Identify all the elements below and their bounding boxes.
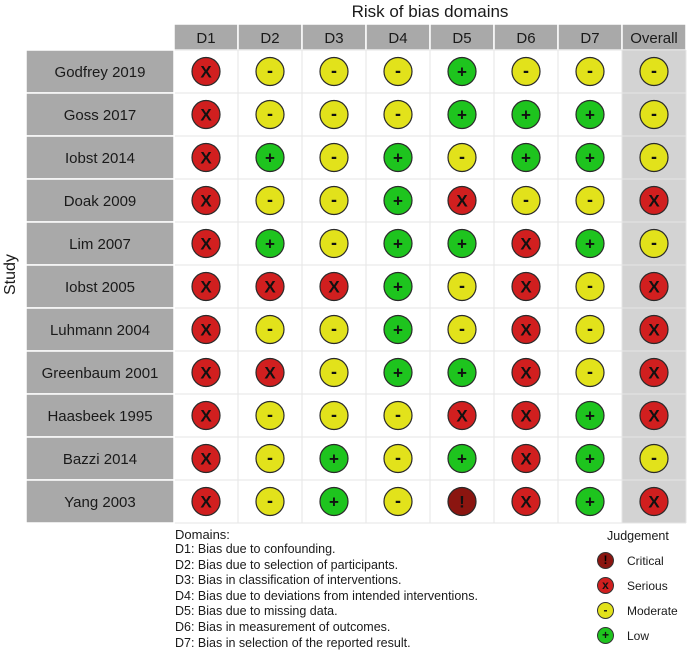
judgement-marker — [256, 187, 284, 215]
low-icon: + — [597, 627, 614, 644]
column-header-label: D4 — [388, 30, 408, 47]
judgement-symbol: + — [457, 234, 467, 254]
judgement-symbol: X — [200, 449, 212, 469]
judgement-marker — [512, 316, 540, 344]
judgement-symbol: - — [331, 404, 337, 425]
judgement-symbol: - — [587, 318, 593, 339]
judgement-marker — [448, 101, 476, 129]
judgement-symbol: - — [331, 60, 337, 81]
judgement-symbol: X — [648, 492, 660, 512]
judgement-symbol: - — [651, 103, 657, 124]
judgement-symbol: - — [331, 189, 337, 210]
judgement-marker — [384, 359, 412, 387]
judgement-marker — [640, 144, 668, 172]
judgement-marker — [640, 402, 668, 430]
judgement-marker — [192, 58, 220, 86]
judgement-marker — [320, 144, 348, 172]
study-label: Haasbeek 1995 — [47, 408, 153, 425]
judgement-symbol: X — [520, 234, 532, 254]
judgement-marker — [512, 144, 540, 172]
judgement-symbol: - — [459, 275, 465, 296]
judgement-marker — [192, 359, 220, 387]
judgement-symbol: + — [393, 148, 403, 168]
judgement-marker — [256, 316, 284, 344]
judgement-symbol: - — [267, 318, 273, 339]
study-label: Luhmann 2004 — [49, 322, 151, 339]
domain-legend-item: D7: Bias in selection of the reported result. — [175, 635, 411, 650]
judgement-symbol: - — [331, 318, 337, 339]
judgement-marker — [448, 316, 476, 344]
judgement-symbol: X — [456, 406, 468, 426]
judgement-symbol: X — [520, 363, 532, 383]
judgement-symbol: - — [651, 232, 657, 253]
judgement-symbol: - — [267, 103, 273, 124]
judgement-marker — [320, 445, 348, 473]
judgement-symbol: - — [523, 60, 529, 81]
judgement-marker — [576, 488, 604, 516]
judgement-marker — [256, 273, 284, 301]
domains-legend-list — [175, 542, 478, 651]
judgement-marker — [576, 187, 604, 215]
judgement-marker — [320, 230, 348, 258]
judgement-symbol: X — [200, 492, 212, 512]
judgement-symbol: - — [267, 490, 273, 511]
judgement-label: Serious — [627, 579, 668, 593]
judgement-legend-title: Judgement — [607, 529, 669, 543]
judgement-symbol: + — [329, 449, 339, 469]
judgement-symbol: + — [585, 148, 595, 168]
judgement-symbol: - — [395, 103, 401, 124]
judgement-symbol: - — [331, 361, 337, 382]
column-header-label: D5 — [452, 30, 472, 47]
chart-title: Risk of bias domains — [351, 2, 509, 21]
judgement-marker — [256, 488, 284, 516]
judgement-marker — [320, 101, 348, 129]
judgement-marker — [512, 445, 540, 473]
judgement-marker — [448, 58, 476, 86]
judgement-symbol: X — [520, 492, 532, 512]
judgement-marker — [256, 144, 284, 172]
judgement-label: Critical — [627, 554, 664, 568]
judgement-symbol: X — [328, 277, 340, 297]
judgement-symbol: + — [393, 320, 403, 340]
judgement-marker — [192, 273, 220, 301]
judgement-symbol: - — [395, 60, 401, 81]
judgement-symbol: + — [457, 62, 467, 82]
judgement-marker — [320, 58, 348, 86]
judgement-marker — [512, 58, 540, 86]
judgement-marker — [192, 488, 220, 516]
judgement-marker — [384, 144, 412, 172]
domain-legend-item: D5: Bias due to missing data. — [175, 604, 338, 619]
judgement-symbol: ! — [459, 492, 465, 512]
judgement-symbol: X — [520, 320, 532, 340]
judgement-marker — [192, 316, 220, 344]
study-label: Godfrey 2019 — [54, 64, 146, 81]
judgement-marker — [640, 488, 668, 516]
judgement-symbol: + — [393, 277, 403, 297]
judgement-marker — [576, 445, 604, 473]
judgement-symbol: - — [331, 232, 337, 253]
domain-legend-item: D1: Bias due to confounding. — [175, 542, 336, 556]
judgement-symbol: + — [393, 191, 403, 211]
judgement-marker — [576, 144, 604, 172]
y-axis-label: Study — [2, 254, 19, 295]
judgement-symbol: + — [585, 492, 595, 512]
judgement-marker — [640, 273, 668, 301]
judgement-marker — [192, 445, 220, 473]
judgement-symbol: X — [648, 320, 660, 340]
judgement-marker — [640, 230, 668, 258]
serious-icon: x — [597, 577, 614, 594]
judgement-symbol: X — [200, 191, 212, 211]
judgement-symbol: X — [264, 363, 276, 383]
judgement-symbol: - — [331, 103, 337, 124]
domain-legend-item: D4: Bias due to deviations from intended interventions. — [175, 588, 478, 603]
domain-legend-item: D2: Bias due to selection of participants. — [175, 557, 399, 572]
domains-legend-title: Domains: — [175, 527, 230, 542]
judgement-symbol: X — [200, 105, 212, 125]
judgement-symbol: + — [265, 148, 275, 168]
judgement-marker — [576, 316, 604, 344]
judgement-marker — [448, 230, 476, 258]
column-header-label: D7 — [580, 30, 600, 47]
judgement-marker — [640, 58, 668, 86]
judgement-symbol: - — [651, 447, 657, 468]
judgement-symbol: - — [459, 318, 465, 339]
judgement-marker — [448, 144, 476, 172]
column-header-label: D3 — [324, 30, 344, 47]
judgement-marker — [384, 230, 412, 258]
judgement-marker — [576, 58, 604, 86]
judgement-marker — [320, 402, 348, 430]
judgement-symbol: - — [587, 361, 593, 382]
judgement-symbol: X — [200, 234, 212, 254]
judgement-marker — [384, 273, 412, 301]
judgement-symbol: X — [264, 277, 276, 297]
judgement-marker — [512, 230, 540, 258]
judgement-marker — [256, 359, 284, 387]
judgement-marker — [576, 402, 604, 430]
judgement-marker — [512, 488, 540, 516]
judgement-symbol: - — [587, 275, 593, 296]
legend-area — [175, 527, 687, 658]
judgement-marker — [192, 402, 220, 430]
judgement-symbol: X — [520, 449, 532, 469]
judgement-marker — [384, 488, 412, 516]
judgement-symbol: X — [520, 406, 532, 426]
judgement-marker — [256, 445, 284, 473]
judgement-symbol: - — [267, 60, 273, 81]
study-label: Iobst 2005 — [64, 279, 136, 296]
judgement-symbol: + — [585, 105, 595, 125]
judgement-marker — [256, 58, 284, 86]
study-label: Greenbaum 2001 — [41, 365, 159, 382]
judgement-marker — [448, 187, 476, 215]
study-label: Doak 2009 — [63, 193, 137, 210]
judgement-marker — [640, 187, 668, 215]
judgement-symbol: + — [585, 406, 595, 426]
judgement-marker — [448, 273, 476, 301]
judgement-symbol: + — [521, 105, 531, 125]
judgement-symbol: - — [395, 404, 401, 425]
judgement-symbol: - — [587, 189, 593, 210]
study-label: Lim 2007 — [69, 236, 131, 253]
judgement-symbol: X — [456, 191, 468, 211]
judgement-marker — [640, 445, 668, 473]
judgement-marker — [384, 58, 412, 86]
judgement-symbol: X — [648, 277, 660, 297]
judgement-symbol: X — [200, 148, 212, 168]
judgement-symbol: X — [200, 320, 212, 340]
judgement-marker — [576, 359, 604, 387]
judgement-marker — [448, 488, 476, 516]
judgement-symbol: - — [331, 146, 337, 167]
judgement-symbol: - — [267, 447, 273, 468]
judgement-symbol: X — [200, 406, 212, 426]
judgement-marker — [192, 187, 220, 215]
judgement-symbol: + — [393, 234, 403, 254]
judgement-symbol: + — [521, 148, 531, 168]
judgement-marker — [384, 187, 412, 215]
judgement-marker — [384, 101, 412, 129]
judgement-marker — [640, 101, 668, 129]
study-label: Bazzi 2014 — [62, 451, 138, 468]
judgement-symbol: - — [587, 60, 593, 81]
judgement-marker — [512, 359, 540, 387]
judgement-symbol: X — [520, 277, 532, 297]
judgement-symbol: X — [648, 406, 660, 426]
column-header-label: D6 — [516, 30, 536, 47]
domain-legend-item: D6: Bias in measurement of outcomes. — [175, 619, 391, 634]
judgement-marker — [384, 402, 412, 430]
judgement-symbol: X — [200, 62, 212, 82]
judgement-symbol: + — [585, 234, 595, 254]
judgement-marker — [448, 359, 476, 387]
judgement-marker — [512, 101, 540, 129]
judgement-marker — [256, 101, 284, 129]
judgement-marker — [320, 273, 348, 301]
judgement-marker — [448, 402, 476, 430]
judgement-symbol: X — [200, 277, 212, 297]
column-header-label: Overall — [630, 30, 678, 47]
judgement-marker — [320, 359, 348, 387]
judgement-marker — [576, 230, 604, 258]
judgement-marker — [256, 402, 284, 430]
judgement-marker — [512, 187, 540, 215]
column-header-label: D2 — [260, 30, 280, 47]
judgement-marker — [320, 187, 348, 215]
judgement-symbol: X — [648, 191, 660, 211]
judgement-marker — [512, 402, 540, 430]
judgement-marker — [512, 273, 540, 301]
judgement-label: Moderate — [627, 604, 678, 618]
judgement-marker — [256, 230, 284, 258]
judgement-marker — [640, 359, 668, 387]
judgement-marker — [320, 316, 348, 344]
judgement-symbol: + — [457, 105, 467, 125]
judgement-symbol: + — [585, 449, 595, 469]
judgement-marker — [384, 445, 412, 473]
judgement-marker — [320, 488, 348, 516]
judgement-label: Low — [627, 629, 650, 643]
judgement-symbol: - — [267, 404, 273, 425]
judgement-symbol: - — [523, 189, 529, 210]
judgement-marker — [640, 316, 668, 344]
judgement-marker — [576, 273, 604, 301]
judgement-symbol: - — [651, 146, 657, 167]
judgement-symbol: - — [651, 60, 657, 81]
critical-icon: ! — [597, 552, 614, 569]
judgement-symbol: - — [267, 189, 273, 210]
judgement-symbol: + — [329, 492, 339, 512]
study-label: Goss 2017 — [63, 107, 137, 124]
judgement-symbol: + — [457, 363, 467, 383]
judgement-marker — [192, 101, 220, 129]
study-label: Yang 2003 — [64, 494, 136, 511]
judgement-symbol: - — [459, 146, 465, 167]
judgement-marker — [576, 101, 604, 129]
domain-legend-item: D3: Bias in classification of interventions. — [175, 573, 402, 588]
moderate-icon: - — [597, 602, 614, 619]
judgement-symbol: + — [457, 449, 467, 469]
judgement-symbol: - — [395, 447, 401, 468]
judgement-symbol: X — [648, 363, 660, 383]
judgement-symbol: + — [393, 363, 403, 383]
judgement-marker — [192, 230, 220, 258]
judgement-marker — [384, 316, 412, 344]
judgement-symbol: X — [200, 363, 212, 383]
column-header-label: D1 — [196, 30, 216, 47]
judgement-marker — [192, 144, 220, 172]
study-label: Iobst 2014 — [64, 150, 136, 167]
judgement-symbol: + — [265, 234, 275, 254]
judgement-marker — [448, 445, 476, 473]
judgement-symbol: - — [395, 490, 401, 511]
